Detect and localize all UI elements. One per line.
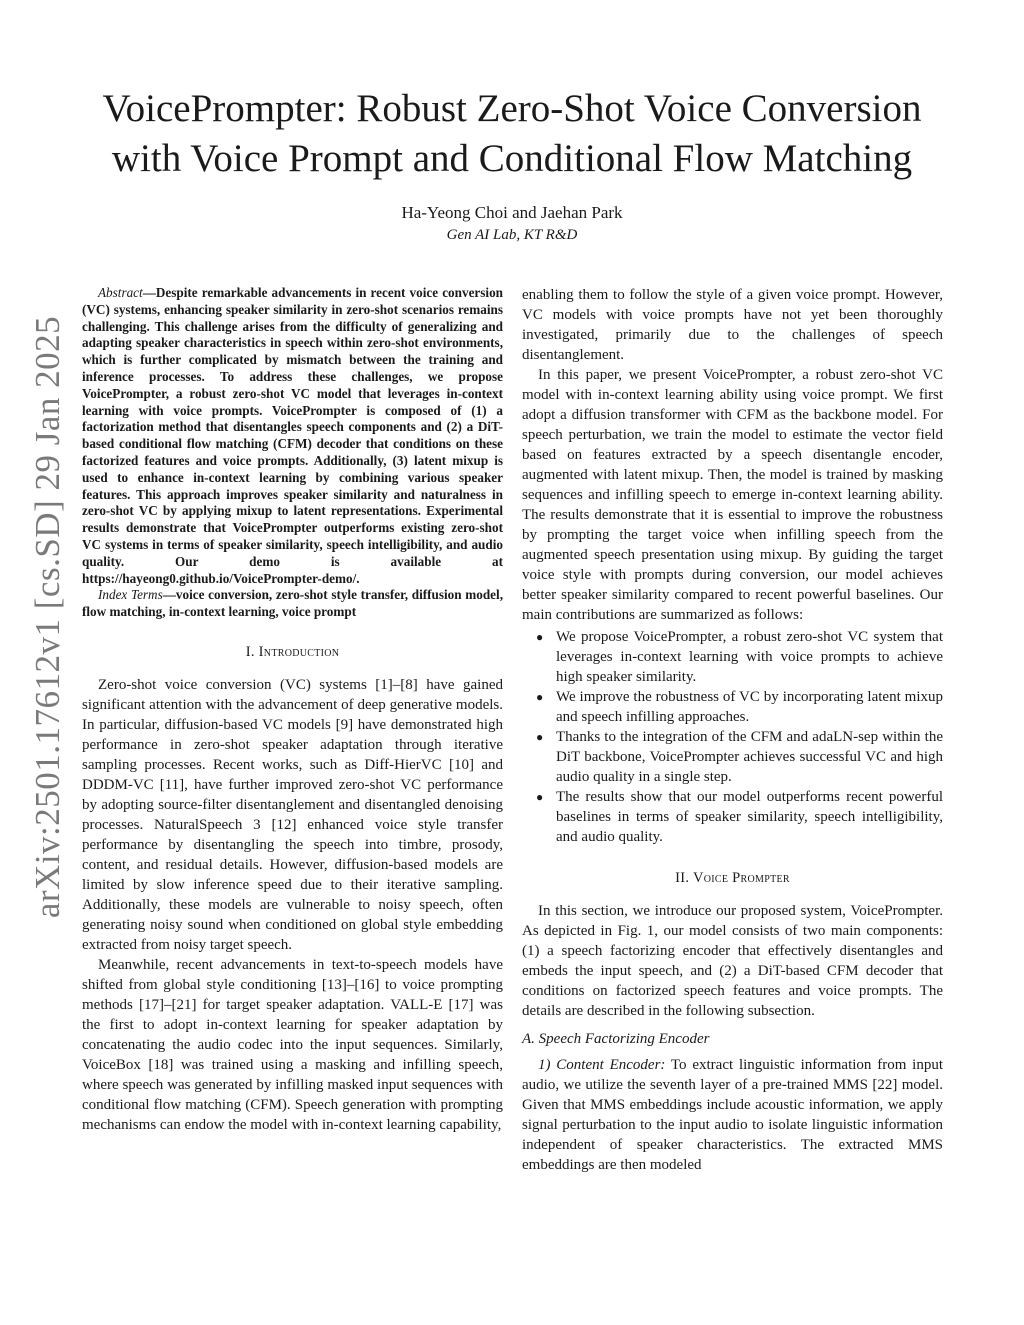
paper-title <box>60 84 964 184</box>
list-item: ● We improve the robustness of VC by incorporating latent mixup and speech infilling approaches. <box>536 689 943 725</box>
abstract <box>82 285 503 587</box>
voice-prompter-heading: II. Voice Prompter <box>675 870 790 886</box>
bullet-icon: ● <box>536 730 544 744</box>
intro-paragraph-1: Zero-shot voice conversion (VC) systems [1]–[8] have gained significant attention with the advancement of deep generative models. In particular, diffusion-based VC models [9] have demonstrated high performance in zero-shot speaker adaptation through iterative sampling processes. Recent works, such as Diff-HierVC [10] and DDDM-VC [11], have further improved zero-shot VC performance by adopting source-filter disentanglement and disentangled denoising processes. NaturalSpeech 3 [12] enhanced voice style transfer performance by disentangling the speech into timbre, prosody, content, and residual details. However, diffusion-based models are limited by slow inference speed due to their iterative sampling. Additionally, these models are vulnerable to noisy speech, often generating noisy sound when conditioned on global style embedding extracted from noisy target speech. <box>82 676 503 953</box>
index-terms <box>82 587 503 621</box>
list-item: ● The results show that our model outperforms recent powerful baselines in terms of speaker similarity, speech intelligibility, and audio quality. <box>536 789 943 845</box>
content-encoder-paragraph <box>522 1055 943 1175</box>
list-item: ● Thanks to the integration of the CFM and adaLN-sep within the DiT backbone, VoicePrompter achieves successful VC and high audio quality in a single step. <box>536 729 943 785</box>
bullet-icon: ● <box>536 790 544 804</box>
voice-prompter-paragraph: In this section, we introduce our proposed system, VoicePrompter. As depicted in Fig. 1, our model consists of two main components: (1) a speech factorizing encoder that effectively disentangles and embeds the input speech, and (2) a DiT-based CFM decoder that conditions on factorized speech features and voice prompts. The details are described in the following subsection. <box>522 903 943 1019</box>
right-column <box>522 285 943 1175</box>
affiliation: Gen AI Lab, KT R&D <box>446 227 578 243</box>
contributions-list <box>522 627 943 847</box>
right-paragraph-1: enabling them to follow the style of a given voice prompt. However, VC models with voice prompts have not yet been thoroughly investigated, primarily due to the challenges of speech disentanglement. <box>522 287 943 363</box>
abstract-text: —Despite remarkable advancements in recent voice conversion (VC) systems, enhancing speaker similarity in zero-shot scenarios remains challenging. This challenge arises from the difficulty of generalizing and adapting speaker characteristics in speech within zero-shot environments, which is further complicated by mismatch between the training and inference processes. To address these challenges, we propose VoicePrompter, a robust zero-shot VC model that leverages in-context learning with voice prompts. VoicePrompter is composed of (1) a factorization method that disentangles speech components and (2) a DiT-based conditional flow matching (CFM) decoder that conditions on these factorized features and voice prompts. Additionally, (3) latent mixup is used to enhance in-context learning by combining various speaker features. This approach improves speaker similarity and naturalness in zero-shot VC by applying mixup to latent representations. Experimental results demonstrate that VoicePrompter outperforms existing zero-shot VC systems in terms of speaker similarity, speech intelligibility, and audio quality. Our demo is available at https://hayeong0.github.io/VoicePrompter-demo/. <box>82 285 503 586</box>
title-line-2: with Voice Prompt and Conditional Flow Matching <box>111 137 913 180</box>
list-item: ● We propose VoicePrompter, a robust zero-shot VC system that leverages in-context learning with voice prompts to achieve high speaker similarity. <box>536 629 943 685</box>
arxiv-id: arXiv:2501.17612v1 [cs.SD] 29 Jan 2025 <box>28 315 67 919</box>
index-terms-text: —voice conversion, zero-shot style transfer, diffusion model, flow matching, in-context learning, voice prompt <box>82 587 503 620</box>
title-line-1: VoicePrompter: Robust Zero-Shot Voice Conversion <box>102 87 922 130</box>
intro-heading: I. Introduction <box>245 643 340 660</box>
abstract-lead: Abstract <box>98 285 143 300</box>
subsection-a-heading: A. Speech Factorizing Encoder <box>522 1031 710 1047</box>
right-paragraph-2: In this paper, we present VoicePrompter, a robust zero-shot VC model with in-context learning ability using voice prompt. We first adopt a diffusion transformer with CFM as the backbone model. For speech perturbation, we train the model to estimate the vector field based on features extracted by a speech disentangle encoder, augmented with latent mixup. Then, the model is trained by masking sequences and infilling speech to emerge in-context learning ability. The results demonstrate that it is essential to improve the robustness by prompting the target voice when infilling speech from the augmented speech presentation using mixup. By guiding the target voice style with prompts during conversion, our model achieves better speaker similarity compared to recent powerful baselines. Our main contributions are summarized as follows: <box>522 367 943 623</box>
bullet-icon: ● <box>536 630 544 644</box>
left-column <box>82 285 503 1135</box>
intro-paragraph-2: Meanwhile, recent advancements in text-to-speech models have shifted from global style conditioning [13]–[16] to voice prompting methods [17]–[21] for target speaker adaptation. VALL-E [17] was the first to adopt in-context learning for speaker adaptation by concatenating the audio codec into the input sequences. Similarly, VoiceBox [18] was trained using a masking and infilling speech, where speech was generated by infilling masked input sequences with conditional flow matching (CFM). Speech generation with prompting mechanisms can endow the model with in-context learning capability, <box>82 956 503 1133</box>
authors: Ha-Yeong Choi and Jaehan Park <box>401 203 623 222</box>
bullet-icon: ● <box>536 690 544 704</box>
index-terms-lead: Index Terms <box>98 587 163 603</box>
content-encoder-lead: 1) Content Encoder: <box>538 1057 666 1073</box>
content-encoder-text: To extract linguistic information from input audio, we utilize the seventh layer of a pre-trained MMS [22] model. Given that MMS embeddings include acoustic information, we apply signal perturbation to the input audio to isolate linguistic information independent of speaker characteristics. The extracted MMS embeddings are then modeled <box>522 1057 943 1173</box>
